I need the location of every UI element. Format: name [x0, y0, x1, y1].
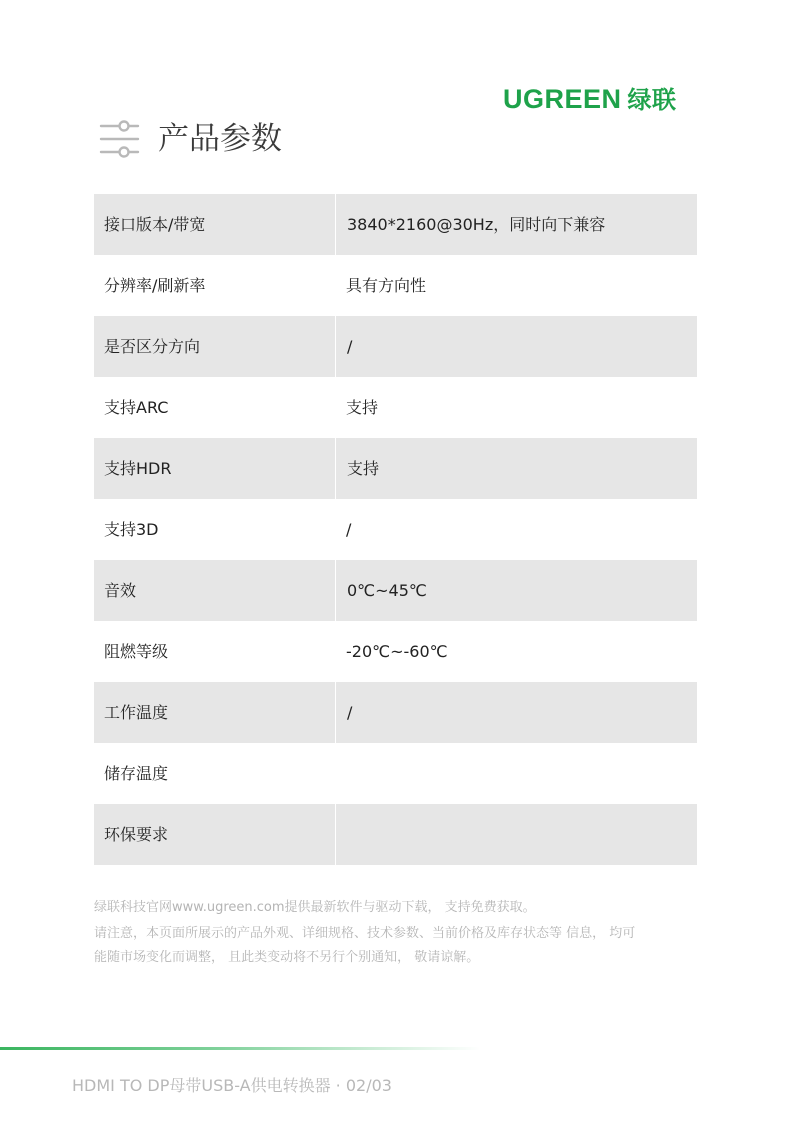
spec-value: 具有方向性	[346, 276, 427, 295]
spec-value: /	[335, 316, 697, 377]
brand-logo-en: UGREEN	[503, 84, 622, 114]
notice	[94, 896, 704, 970]
spec-value: 支持	[346, 398, 379, 417]
spec-label: 分辨率/刷新率	[104, 276, 206, 295]
footer-page-info: HDMI TO DP母带USB-A供电转换器 · 02/03	[72, 1076, 392, 1095]
spec-value: -20℃~-60℃	[346, 642, 448, 661]
spec-value: 3840*2160@30Hz，同时向下兼容	[335, 194, 697, 255]
spec-row	[94, 499, 697, 560]
spec-row	[94, 194, 697, 255]
spec-row	[94, 621, 697, 682]
spec-label: 环保要求	[104, 825, 169, 844]
spec-row	[94, 377, 697, 438]
spec-label: 支持ARC	[104, 398, 169, 417]
notice-disclaimer-line-2: 能随市场变化而调整， 且此类变动将不另行个别通知， 敬请谅解。	[94, 950, 480, 965]
spec-table	[94, 194, 697, 865]
section-title: 产品参数	[158, 121, 282, 157]
spec-label: 支持HDR	[104, 459, 172, 478]
spec-value	[335, 743, 697, 804]
notice-disclaimer-line-1: 请注意，本页面所展示的产品外观、详细规格、技术参数、当前价格及库存状态等 信息， 均可	[94, 926, 636, 941]
spec-value: 支持	[335, 438, 697, 499]
spec-row	[94, 438, 697, 499]
notice-download-text: 绿联科技官网www.ugreen.com提供最新软件与驱动下载， 支持免费获取。	[94, 900, 536, 915]
spec-label: 阻燃等级	[104, 642, 169, 661]
spec-label: 是否区分方向	[104, 337, 201, 356]
spec-value: /	[346, 520, 352, 539]
spec-label: 工作温度	[104, 703, 169, 722]
spec-value	[335, 804, 697, 865]
spec-value: /	[335, 682, 697, 743]
spec-row	[94, 316, 697, 377]
spec-row	[94, 804, 697, 865]
spec-row	[94, 743, 697, 804]
spec-label: 接口版本/带宽	[104, 215, 206, 234]
spec-row	[94, 560, 697, 621]
spec-label: 支持3D	[104, 520, 159, 539]
spec-label: 储存温度	[104, 764, 169, 783]
spec-row	[94, 682, 697, 743]
footer-divider	[0, 1047, 480, 1050]
sliders-icon	[99, 118, 141, 160]
brand-logo-cn: 绿联	[627, 86, 677, 114]
spec-row	[94, 255, 697, 316]
brand-logo	[503, 82, 699, 116]
spec-label: 音效	[104, 581, 137, 600]
spec-value: 0℃~45℃	[335, 560, 697, 621]
